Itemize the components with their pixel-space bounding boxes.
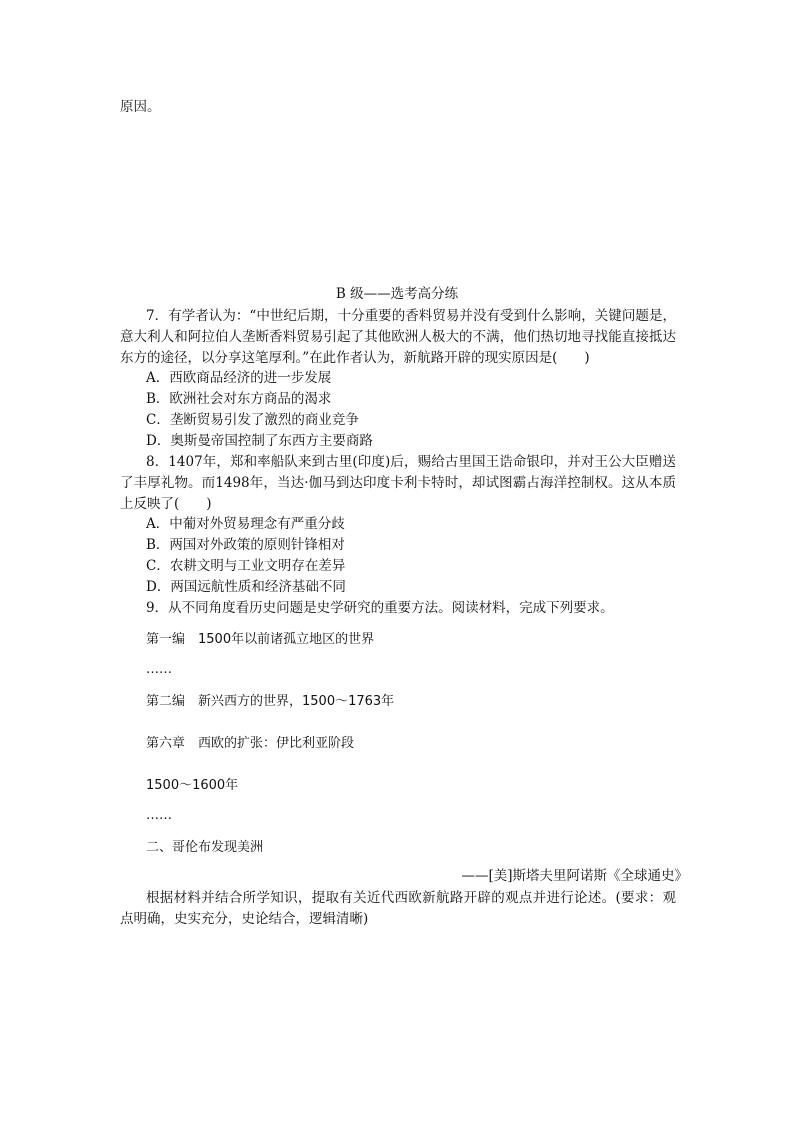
material-period: 1500～1600年 [146, 778, 239, 793]
question-7-option-b: B．欧洲社会对东方商品的渴求 [146, 391, 332, 407]
question-9-task: 根据材料并结合所学知识，提取有关近代西欧新航路开辟的观点并进行论述。(要求：观点明确，史实充分，史论结合，逻辑清晰) [120, 890, 676, 927]
question-7-option-a: A．西欧商品经济的进一步发展 [146, 370, 332, 386]
question-8-option-a: A．中葡对外贸易理念有严重分歧 [146, 516, 345, 532]
question-8-option-d: D．两国远航性质和经济基础不同 [146, 579, 346, 595]
question-7-option-d: D．奥斯曼帝国控制了东西方主要商路 [146, 433, 373, 449]
material-section-columbus: 二、哥伦布发现美洲 [146, 840, 264, 855]
question-8-option-b: B．两国对外政策的原则针锋相对 [146, 537, 345, 553]
question-8-option-c: C．农耕文明与工业文明存在差异 [146, 558, 346, 574]
question-7-stem: 7．有学者认为：“中世纪后期，十分重要的香料贸易并没有受到什么影响，关键问题是，意大利人和阿拉伯人垄断香料贸易引起了其他欧洲人极大的不满，他们热切地寻找能直接抵达东方的途径，以分享这笔厚利。”在此作者认为，新航路开辟的现实原因是( ) [120, 308, 676, 366]
previous-question-tail: 原因。 [120, 99, 161, 115]
material-part-2: 第二编 新兴西方的世界，1500～1763年 [146, 694, 395, 709]
question-7-option-c: C．垄断贸易引发了激烈的商业竞争 [146, 412, 359, 428]
material-part-1: 第一编 1500年以前诸孤立地区的世界 [146, 632, 375, 647]
material-ellipsis-2: …… [146, 808, 172, 823]
question-8-stem: 8．1407年，郑和率船队来到古里(印度)后，赐给古里国王诰命银印，并对王公大臣赠送了丰厚礼物。而1498年，当达·伽马到达印度卡利卡特时，却试图霸占海洋控制权。这从本质上反映了( ) [120, 454, 676, 512]
section-title: B 级——选考高分练 [335, 286, 459, 302]
question-9-stem: 9．从不同角度看历史问题是史学研究的重要方法。阅读材料，完成下列要求。 [146, 600, 614, 616]
material-ellipsis-1: …… [146, 662, 172, 677]
material-chapter-6: 第六章 西欧的扩张：伊比利亚阶段 [146, 736, 355, 751]
material-source: ——[美]斯塔夫里阿诺斯《全球通史》 [461, 868, 688, 884]
